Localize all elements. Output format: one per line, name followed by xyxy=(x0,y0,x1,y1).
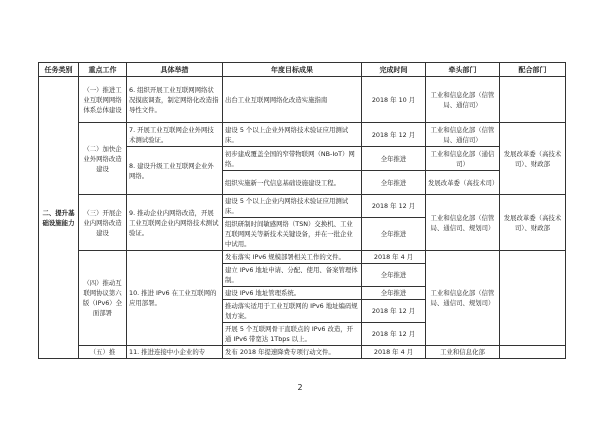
goal-cell: 推动落实适用于工业互联网的 IPv6 地址编码规划方案。 xyxy=(223,300,362,323)
table-row xyxy=(39,123,566,147)
measure-cell: 7. 开展工业互联网企业外网技术测试验证。 xyxy=(127,123,223,147)
time-cell: 全年推进 xyxy=(362,171,426,195)
coop-dept-cell: 发展改革委（高技术司）、财政部 xyxy=(500,123,566,195)
time-cell: 2018 年 4 月 xyxy=(362,251,426,264)
measure-cell: 9. 推动企业内网络改造，开展工业互联网企业内网络技术测试验证。 xyxy=(127,195,223,251)
lead-dept-cell: 工业和信息化部（信管局、通信司、规划司） xyxy=(426,251,500,346)
lead-dept-cell: 工业和信息化部（信管局、通信司、规划司） xyxy=(426,195,500,251)
time-cell: 2018 年 4 月 xyxy=(362,346,426,359)
table-row xyxy=(39,195,566,218)
header-annual-goals: 年度目标成果 xyxy=(223,63,362,77)
goal-cell: 建设 IPv6 地址管理系统。 xyxy=(223,287,362,300)
goal-cell: 发布 2018 年提速降费专项行动文件。 xyxy=(223,346,362,359)
goal-cell: 出台工业互联网网络化改造实施指南 xyxy=(223,77,362,123)
key-work-cell: （五）推 xyxy=(79,346,127,359)
key-work-cell: （三）开展企业内网络改造建设 xyxy=(79,195,127,251)
time-cell: 全年推进 xyxy=(362,264,426,287)
lead-dept-cell: 工业和信息化部（信管局、通信司） xyxy=(426,77,500,123)
header-measures: 具体举措 xyxy=(127,63,223,77)
lead-dept-cell: 工业和信息化部（通信司） xyxy=(426,147,500,171)
header-task-category: 任务类别 xyxy=(39,63,79,77)
time-cell: 2018 年 12 月 xyxy=(362,323,426,346)
key-work-cell: （四）推动互联网协议第六版（IPv6）全面部署 xyxy=(79,251,127,346)
header-completion-time: 完成时间 xyxy=(362,63,426,77)
measure-cell: 11. 推进连接中小企业的专 xyxy=(127,346,223,359)
header-lead-department: 牵头部门 xyxy=(426,63,500,77)
time-cell: 全年推进 xyxy=(362,218,426,251)
coop-dept-cell: 发展改革委（高技术司）、财政部 xyxy=(500,195,566,251)
header-key-work: 重点工作 xyxy=(79,63,127,77)
time-cell: 2018 年 12 月 xyxy=(362,123,426,147)
goal-cell: 组织实施新一代信息基础设施建设工程。 xyxy=(223,171,362,195)
table-row xyxy=(39,77,566,123)
goal-cell: 建设 5 个以上企业内网络技术验证应用测试床。 xyxy=(223,195,362,218)
time-cell: 2018 年 10 月 xyxy=(362,77,426,123)
time-cell: 全年推进 xyxy=(362,147,426,171)
goal-cell: 初步建成覆盖全国的窄带物联网（NB-IoT）网络。 xyxy=(223,147,362,171)
coop-dept-cell xyxy=(500,251,566,346)
measure-cell: 6. 组织开展工业互联网网络状况摸底调查，制定网络化改造指导性文件。 xyxy=(127,77,223,123)
key-work-cell: （二）加快企业外网络改造建设 xyxy=(79,123,127,195)
coop-dept-cell xyxy=(500,77,566,123)
goal-cell: 组织研制时间敏感网络（TSN）交换机、工业互联网网关等新技术关键设备，并在一批企业中试用。 xyxy=(223,218,362,251)
page-number: 2 xyxy=(297,383,303,392)
table-row xyxy=(39,346,566,359)
goal-cell: 建立 IPv6 地址申请、分配、使用、备案管理体制。 xyxy=(223,264,362,287)
goal-cell: 发布落实 IPv6 规模部署相关工作的文件。 xyxy=(223,251,362,264)
goal-cell: 开展 5 个互联网骨干直联点的 IPv6 改造，开通 IPv6 带宽达 1Tbps 以上。 xyxy=(223,323,362,346)
key-work-cell: （一）推进工业互联网网络体系总体建设 xyxy=(79,77,127,123)
time-cell: 2018 年 12 月 xyxy=(362,300,426,323)
measure-cell: 8. 建设升级工业互联网企业外网络。 xyxy=(127,147,223,195)
header-coop-department: 配合部门 xyxy=(500,63,566,77)
table-row xyxy=(39,251,566,264)
task-category-cell: 二、提升基础设施能力 xyxy=(39,77,79,359)
goal-cell: 建设 5 个以上企业外网络技术验证应用测试床。 xyxy=(223,123,362,147)
lead-dept-cell: 工业和信息化部（信管局、通信司） xyxy=(426,123,500,147)
task-table xyxy=(38,62,566,359)
time-cell: 2018 年 12 月 xyxy=(362,195,426,218)
coop-dept-cell xyxy=(500,346,566,359)
time-cell: 全年推进 xyxy=(362,287,426,300)
table-header-row xyxy=(39,63,566,77)
lead-dept-cell: 工业和信息化部 xyxy=(426,346,500,359)
lead-dept-cell: 发展改革委（高技术司） xyxy=(426,171,500,195)
measure-cell: 10. 推进 IPv6 在工业互联网的应用部署。 xyxy=(127,251,223,346)
